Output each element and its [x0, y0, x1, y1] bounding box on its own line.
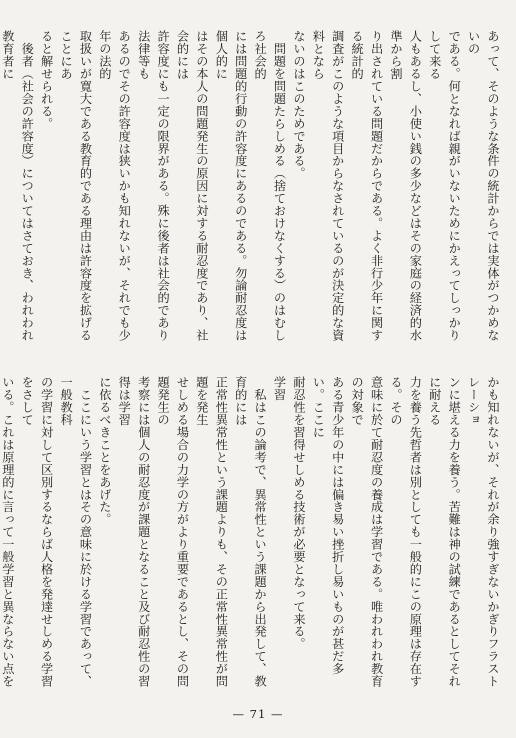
lower-text-block: かも知れないが、それが余り強すぎないかぎりフラストレーショ ンに堪える力を養う。苦難は神の試練であるとしてそれに耐える 力を養う先哲者は別としても一般的にこの原理は存在する。その 意味に於て耐忍度の養成は学習である。唯われわれ教育の対象で ある青少年の中には偏き易い挫折し易いものが甚だ多い。ここに 耐忍性を習得せしめる技術が必要となって来る。 学習 私はこの論考で、異常性という課題から出発して、教育的には 正常性異常性という課題よりも、その正常性異常性が問題を発生 せしめる場合の力学の方がより重要であるとし、その問題発生の 考察には個人の耐忍度が課題となること及び耐忍性の習得は学習 に依るべきことをあげた。 ここにいう学習とはその意味に於ける学習であって、一般教科 の学習に対して区別するならば人格を発達せしめる学習をさして いる。これは原理的に言って一般学習と異ならない点を — [0, 376, 500, 688]
upper-text-block: あって、そのような条件の統計からでは実体がつかめないの である。何となれば親がいないためにかえってしっかりして来る 人もあるし、小使い銭の多少などはその家庭の経済的水準から割 り出されている問題だからである。よく非行少年に関する統計的 調査がこのような項目からなされているのが決定的な資料となら ないのはこのためである。 問題を問題たらしめる（捨ておけなくする）のはむしろ社会的 には問題的行動の許容度にあるのである。勿論耐忍度は個人的に はその本人の問題発生の原因に対する耐忍度であり、社会的には 許容度にも一定の限界がある。殊に後者は社会的であり法律等も あるのでその許容度は狭いかも知れないが、それでも少年の法的 取扱いが寛大である教育的である理由は許容度を拡げることにあ ると解せられる。 後者（社会の許容度）についてはさておき、われわれ教育者に — [0, 30, 500, 342]
page-number: — 71 — — [232, 707, 284, 721]
